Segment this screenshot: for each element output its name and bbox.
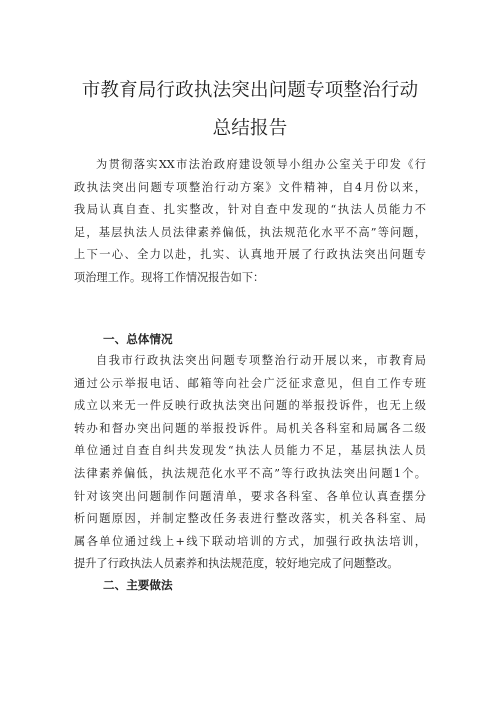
paragraph-line: 析问题原因，并制定整改任务表进行整改落实，机关各科室、局 [74,512,426,526]
paragraph-line: 自我市行政执法突出问题专项整治行动开展以来，市教育局 [96,354,426,367]
paragraph-line: 上下一心、全力以赴，扎实、认真地开展了行政执法突出问题专 [74,248,426,262]
paragraph-line: 转办和督办突出问题的举报投诉件。局机关各科室和局属各二级 [74,421,426,435]
intro-paragraph [74,154,426,290]
paragraph-line: 项治理工作。现将工作情况报告如下： [74,270,265,284]
section-heading-main-practices: 二、主要做法 [103,578,173,592]
paragraph-line: 属各单位通过线上+线下联动培训的方式，加强行政执法培训， [74,534,426,548]
document-title: 市教育局行政执法突出问题专项整治行动 [81,80,419,101]
paragraph-line: 单位通过自查自纠共发现发“执法人员能力不足，基层执法人员 [74,444,426,458]
document-subtitle: 总结报告 [212,118,288,139]
paragraph-line: 通过公示举报电话、邮箱等向社会广泛征求意见，但自工作专班 [74,376,426,390]
overview-paragraph [74,350,426,576]
paragraph-line: 针对该突出问题制作问题清单，要求各科室、各单位认真查摆分 [74,489,426,503]
section-heading-overview: 一、总体情况 [103,332,173,346]
paragraph-line: 足，基层执法人员法律素养偏低，执法规范化水平不高”等问题， [74,225,426,239]
paragraph-line: 提升了行政执法人员素养和执法规范度，较好地完成了问题整改。 [74,557,399,571]
paragraph-line: 成立以来无一件反映行政执法突出问题的举报投诉件，也无上级 [74,399,426,413]
paragraph-line: 为贯彻落实XX市法治政府建设领导小组办公室关于印发《行 [96,158,426,171]
paragraph-line: 政执法突出问题专项整治行动方案》文件精神，自4月份以来， [74,180,426,194]
paragraph-line: 法律素养偏低，执法规范化水平不高”等行政执法突出问题1个。 [74,466,426,480]
paragraph-line: 我局认真自查、扎实整改，针对自查中发现的“执法人员能力不 [74,203,426,217]
